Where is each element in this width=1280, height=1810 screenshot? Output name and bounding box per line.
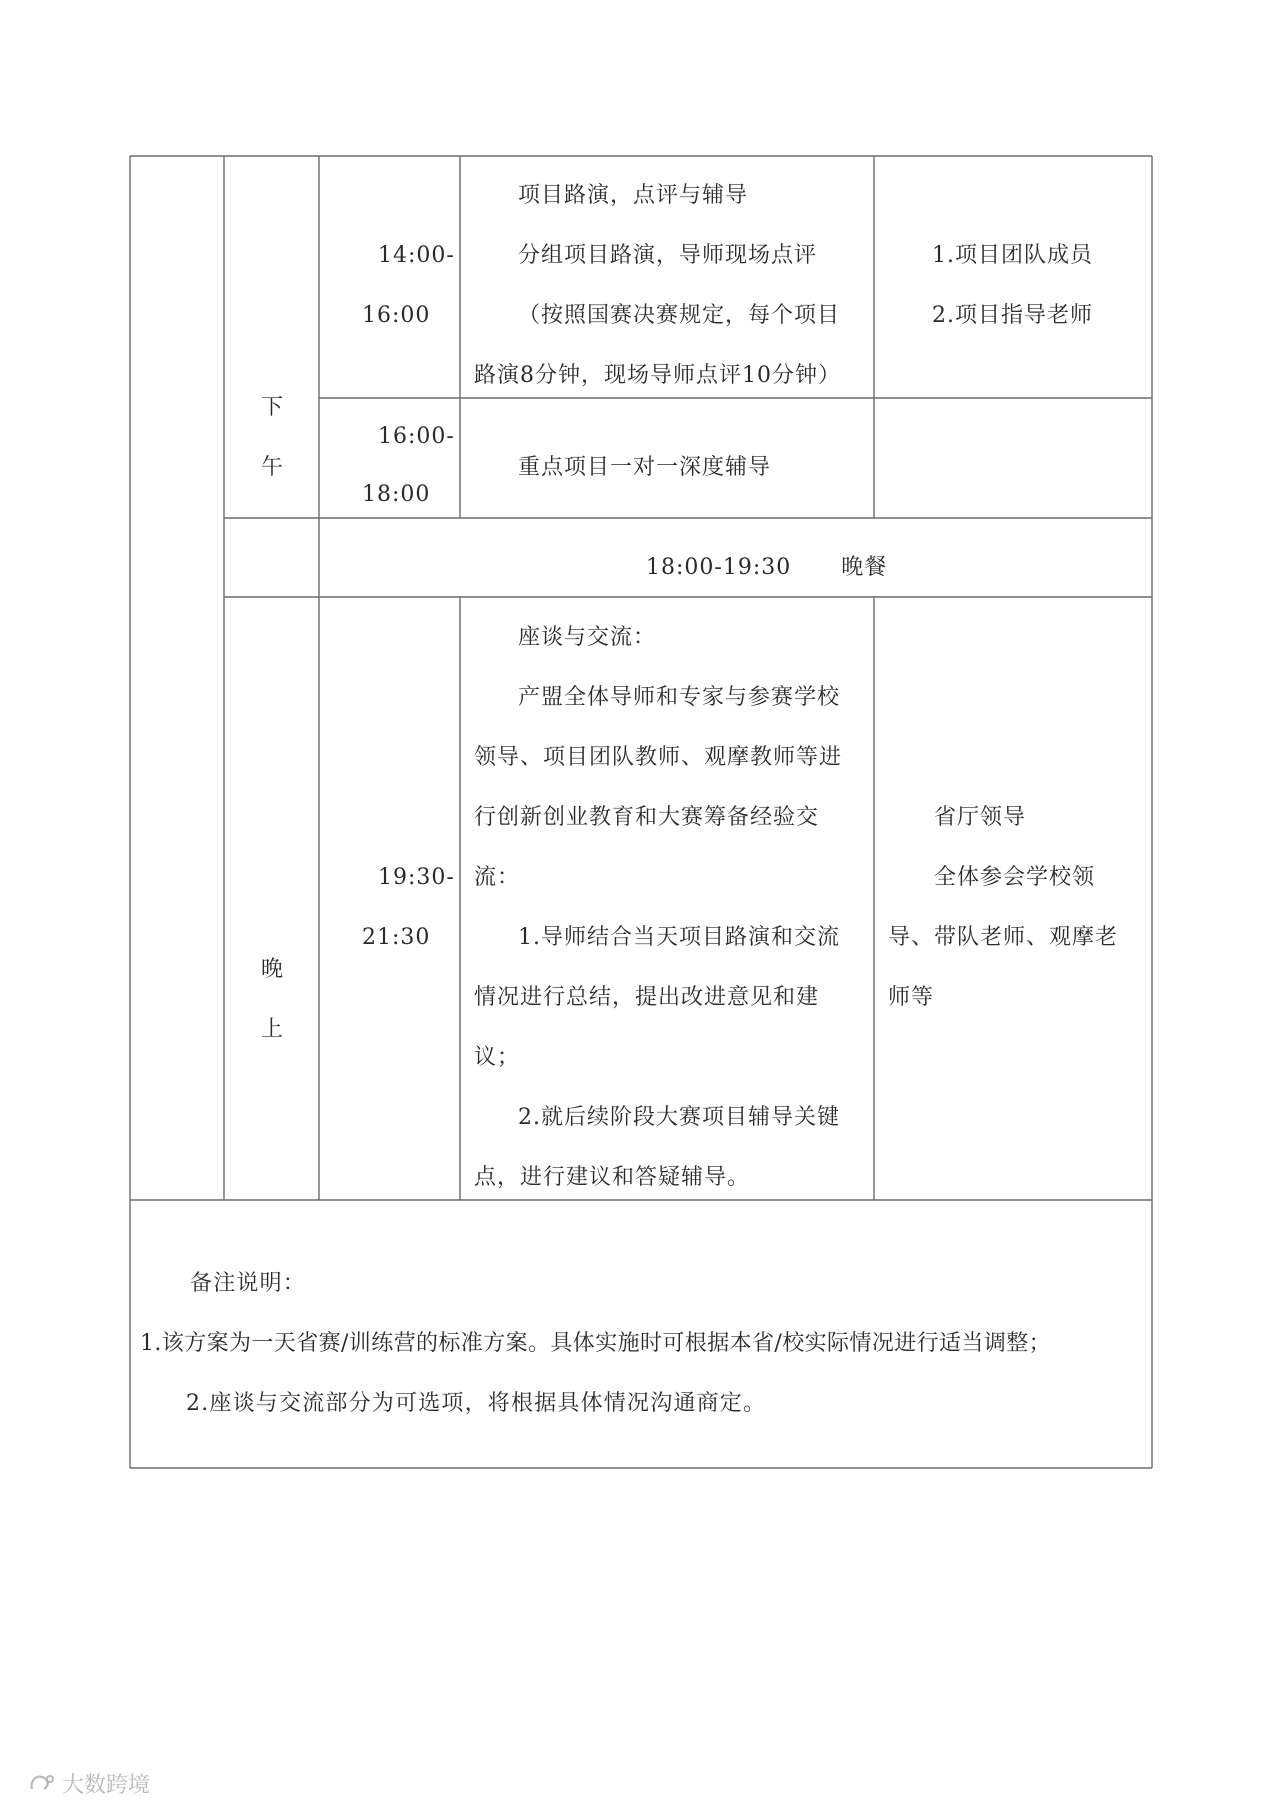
content-line: 1.导师结合当天项目路演和交流 <box>518 925 840 950</box>
content-line: 情况进行总结，提出改进意见和建 <box>474 985 820 1010</box>
time-end: 21:30 <box>362 925 431 950</box>
content-line: 座谈与交流： <box>518 625 657 650</box>
notes-item: 1.该方案为一天省赛/训练营的标准方案。具体实施时可根据本省/校实际情况进行适当调整； <box>140 1331 1052 1356</box>
content-line: 行创新创业教育和大赛筹备经验交 <box>474 805 820 830</box>
participants-cell-evening <box>888 788 1118 1028</box>
time-end: 18:00 <box>362 482 431 507</box>
content-cell-row2 <box>518 438 771 498</box>
dinner-row <box>646 538 887 598</box>
participant-item: 2.项目指导老师 <box>932 303 1093 328</box>
time-cell-evening <box>362 848 455 968</box>
time-start: 19:30- <box>378 865 455 890</box>
brand-logo-icon <box>28 1771 56 1801</box>
notes-item: 2.座谈与交流部分为可选项，将根据具体情况沟通商定。 <box>186 1391 767 1416</box>
content-line: 项目路演，点评与辅导 <box>518 183 749 208</box>
dinner-text <box>646 538 887 598</box>
participants-cell-row1 <box>932 226 1093 346</box>
period-evening <box>252 940 292 1060</box>
participant-item: 全体参会学校领 <box>934 865 1096 890</box>
notes-title: 备注说明： <box>190 1271 307 1296</box>
content-line: 分组项目路演，导师现场点评 <box>518 243 818 268</box>
participant-item: 导、带队老师、观摩老 <box>888 925 1119 950</box>
time-start: 16:00- <box>378 424 455 449</box>
period-afternoon-char-1: 下 <box>260 395 283 420</box>
content-cell-evening <box>474 608 842 1208</box>
period-evening-char-1: 晚 <box>260 957 283 982</box>
watermark <box>28 1768 178 1798</box>
content-line: 重点项目一对一深度辅导 <box>518 455 772 480</box>
time-start: 14:00- <box>378 243 455 268</box>
period-afternoon-char-2: 午 <box>260 455 283 480</box>
content-line: （按照国赛决赛规定，每个项目 <box>518 303 841 328</box>
content-line: 2.就后续阶段大赛项目辅导关键 <box>518 1105 840 1130</box>
dinner-time: 18:00-19:30 <box>646 555 792 580</box>
content-line: 领导、项目团队教师、观摩教师等进 <box>474 745 843 770</box>
time-cell-row2 <box>362 408 455 524</box>
period-afternoon <box>252 378 292 498</box>
time-end: 16:00 <box>362 303 431 328</box>
content-line: 点，进行建议和答疑辅导。 <box>474 1165 751 1190</box>
content-cell-row1 <box>474 166 841 406</box>
dinner-label: 晚餐 <box>841 555 888 580</box>
content-line: 流： <box>474 865 521 890</box>
content-line: 议； <box>474 1045 521 1070</box>
notes-section <box>140 1254 1051 1434</box>
time-cell-row1 <box>362 226 455 346</box>
participant-item: 1.项目团队成员 <box>932 243 1093 268</box>
content-line: 产盟全体导师和专家与参赛学校 <box>518 685 841 710</box>
content-line: 路演8分钟，现场导师点评10分钟） <box>474 363 841 388</box>
period-evening-char-2: 上 <box>260 1017 283 1042</box>
participant-item: 师等 <box>888 985 935 1010</box>
watermark-text: 大数跨境 <box>62 1773 151 1798</box>
participant-item: 省厅领导 <box>934 805 1027 830</box>
